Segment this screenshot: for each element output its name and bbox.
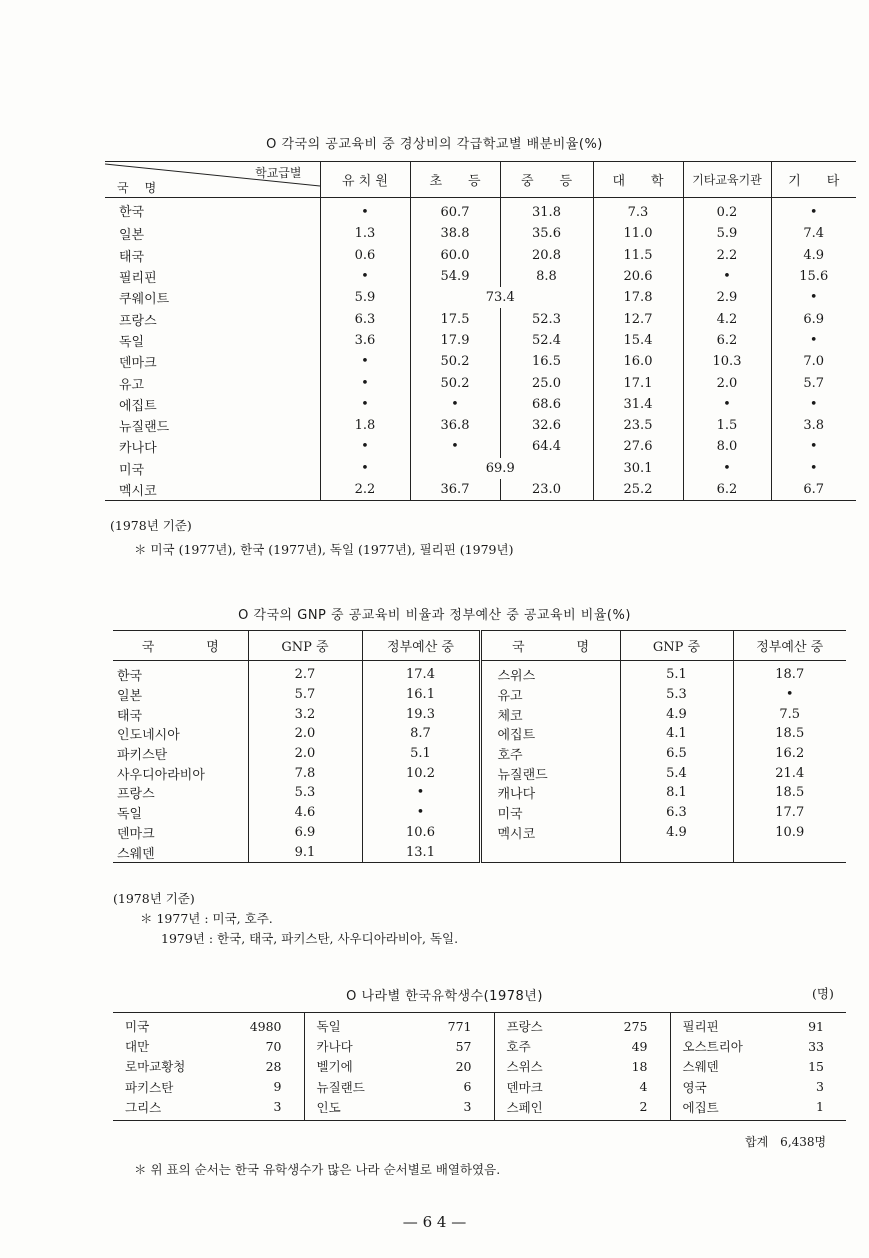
- page-number: — 6 4 —: [402, 1213, 467, 1231]
- budget-ratio: 18.5: [733, 724, 846, 744]
- country-name: 오스트리아: [670, 1036, 772, 1056]
- value-cell: •: [683, 266, 771, 287]
- table-row: [113, 1056, 846, 1076]
- country-name: 에집트: [119, 398, 157, 414]
- gnp-ratio: 5.3: [620, 685, 733, 705]
- value-cell: •: [320, 436, 410, 457]
- country-name: 스위스: [480, 661, 620, 685]
- value-cell: 0.6: [320, 245, 410, 266]
- student-count: 275: [623, 1018, 648, 1034]
- col-header: 정부예산 중: [362, 631, 480, 661]
- gnp-ratio: 2.0: [248, 744, 362, 764]
- table-row: [105, 308, 856, 329]
- value-cell: •: [771, 436, 856, 457]
- country-name: 일본: [119, 228, 145, 244]
- value-cell: 6.3: [320, 308, 410, 329]
- budget-ratio: •: [733, 685, 846, 705]
- country-name: 한국: [119, 205, 145, 221]
- country-name: 프랑스: [119, 313, 157, 329]
- gnp-ratio: 5.4: [620, 763, 733, 783]
- value-cell: 64.4: [500, 436, 593, 457]
- table-row: [105, 479, 856, 501]
- table-row: [105, 198, 856, 224]
- budget-ratio: 17.4: [362, 661, 480, 685]
- students-abroad-table: [113, 1012, 846, 1121]
- gnp-ratio: 8.1: [620, 783, 733, 803]
- table-row: [105, 245, 856, 266]
- table1-note-years: ＊ 미국 (1977년), 한국 (1977년), 독일 (1977년), 필리핀 (1979년): [134, 542, 514, 557]
- table3-title: O 나라별 한국유학생수(1978년): [346, 989, 543, 1004]
- budget-ratio: 17.7: [733, 803, 846, 823]
- value-cell: 6.7: [771, 479, 856, 501]
- student-count: 3: [463, 1099, 472, 1115]
- value-cell: 5.9: [320, 287, 410, 308]
- country-name: 한국: [117, 669, 143, 685]
- col-header: 기 타: [771, 162, 856, 198]
- student-count: 49: [631, 1038, 648, 1054]
- value-cell: 60.7: [410, 198, 500, 224]
- value-cell: 2.2: [320, 479, 410, 501]
- value-cell: 30.1: [593, 458, 683, 479]
- value-cell: 32.6: [500, 415, 593, 436]
- value-cell: 50.2: [410, 372, 500, 393]
- value-cell: 20.6: [593, 266, 683, 287]
- value-cell: 15.6: [771, 266, 856, 287]
- table3-unit: (명): [812, 986, 834, 1001]
- col-header: 유 치 원: [320, 162, 410, 198]
- country-name: 미국: [119, 462, 145, 478]
- value-cell: •: [771, 394, 856, 415]
- country-name: 태국: [117, 708, 143, 724]
- table-row: [113, 704, 846, 724]
- value-cell: 15.4: [593, 330, 683, 351]
- value-cell: 36.8: [410, 415, 500, 436]
- country-name: 태국: [119, 249, 145, 265]
- country-name: 로마교황청: [125, 1059, 186, 1075]
- value-cell: 3.6: [320, 330, 410, 351]
- student-count: 771: [447, 1018, 472, 1034]
- country-name: 프랑스: [117, 787, 155, 803]
- value-cell: 2.0: [683, 372, 771, 393]
- country-name: 뉴질랜드: [119, 420, 170, 436]
- value-cell: •: [771, 330, 856, 351]
- table2-note-1977: ＊ 1977년 : 미국, 호주.: [140, 911, 273, 926]
- col-header: 대 학: [593, 162, 683, 198]
- country-name: 캐나다: [480, 783, 620, 803]
- country-name: 덴마크: [494, 1077, 590, 1097]
- student-count: 4980: [249, 1018, 282, 1034]
- student-count: 3: [816, 1079, 824, 1095]
- gnp-ratio: 5.7: [248, 685, 362, 705]
- table1-note-basis: (1978년 기준): [110, 518, 192, 533]
- value-cell: •: [320, 458, 410, 479]
- value-cell: 25.2: [593, 479, 683, 501]
- value-cell: 16.5: [500, 351, 593, 372]
- country-name: 독일: [117, 807, 143, 823]
- value-cell: 20.8: [500, 245, 593, 266]
- budget-ratio: 10.2: [362, 763, 480, 783]
- student-count: 33: [808, 1038, 824, 1054]
- value-cell: 6.9: [771, 308, 856, 329]
- value-cell: •: [410, 394, 500, 415]
- gnp-ratio: 2.7: [248, 661, 362, 685]
- country-name: 스페인: [494, 1097, 590, 1121]
- value-cell: [410, 458, 515, 479]
- student-count: 70: [265, 1038, 282, 1054]
- budget-ratio: 21.4: [733, 763, 846, 783]
- gnp-ratio: 5.3: [248, 783, 362, 803]
- table-row: [113, 1036, 846, 1056]
- value-cell: 1.5: [683, 415, 771, 436]
- table1-title: O 각국의 공교육비 중 경상비의 각급학교별 배분비율(%): [266, 137, 603, 152]
- budget-ratio: 18.5: [733, 783, 846, 803]
- country-name: 대만: [125, 1039, 150, 1055]
- budget-ratio: 10.9: [733, 823, 846, 843]
- value-cell: 8.0: [683, 436, 771, 457]
- country-name: 독일: [119, 334, 145, 350]
- budget-ratio: [733, 842, 846, 862]
- table-row: [113, 1013, 846, 1037]
- gnp-ratio: 5.1: [620, 661, 733, 685]
- value-cell: 6.2: [683, 479, 771, 501]
- gnp-ratio: 6.5: [620, 744, 733, 764]
- table-row: [105, 223, 856, 244]
- value-cell: 4.9: [771, 245, 856, 266]
- budget-ratio: •: [362, 803, 480, 823]
- gnp-ratio: 4.1: [620, 724, 733, 744]
- country-name: 미국: [125, 1019, 150, 1035]
- value-cell: •: [683, 458, 771, 479]
- budget-ratio: 8.7: [362, 724, 480, 744]
- diagonal-header-cell: [105, 162, 320, 198]
- table3-total: 합계 6,438명: [745, 1135, 827, 1149]
- value-cell: 11.0: [593, 223, 683, 244]
- value-cell: •: [320, 394, 410, 415]
- school-level-header: 학교급별: [255, 166, 302, 180]
- country-name: [480, 842, 620, 862]
- country-name: 멕시코: [480, 823, 620, 843]
- value-cell: 2.2: [683, 245, 771, 266]
- table-row: [113, 744, 846, 764]
- value-cell: •: [320, 198, 410, 224]
- gnp-ratio: 9.1: [248, 842, 362, 862]
- value-cell: 16.0: [593, 351, 683, 372]
- table-row: [105, 287, 856, 308]
- table-row: [105, 351, 856, 372]
- country-name: 호주: [494, 1036, 590, 1056]
- student-count: 20: [455, 1058, 472, 1074]
- value-cell: 6.2: [683, 330, 771, 351]
- col-header: 초 등: [410, 162, 500, 198]
- country-name: 필리핀: [670, 1013, 772, 1037]
- value-cell: 23.0: [500, 479, 593, 501]
- value-cell: 52.3: [500, 308, 593, 329]
- value-cell: 1.3: [320, 223, 410, 244]
- budget-ratio: 18.7: [733, 661, 846, 685]
- value-cell: •: [320, 372, 410, 393]
- country-name: 카나다: [119, 441, 157, 457]
- table-row: [113, 842, 846, 862]
- country-name: 에집트: [670, 1097, 772, 1121]
- student-count: 2: [639, 1099, 648, 1115]
- table-row: [113, 1097, 846, 1121]
- country-name: 벨기에: [304, 1056, 403, 1076]
- gnp-ratio: 3.2: [248, 704, 362, 724]
- col-header: 국 명: [480, 631, 620, 661]
- value-cell: 2.9: [683, 287, 771, 308]
- value-cell: 50.2: [410, 351, 500, 372]
- table-row: [113, 685, 846, 705]
- value-cell: 31.4: [593, 394, 683, 415]
- table-row: [113, 803, 846, 823]
- value-cell: 5.7: [771, 372, 856, 393]
- country-name: 영국: [670, 1077, 772, 1097]
- value-cell: 7.0: [771, 351, 856, 372]
- student-count: 57: [455, 1038, 472, 1054]
- student-count: 3: [273, 1099, 282, 1115]
- student-count: 91: [808, 1018, 824, 1034]
- table-row: [113, 661, 846, 685]
- table-row: [105, 394, 856, 415]
- country-name: 스위스: [494, 1056, 590, 1076]
- table2-note-basis: (1978년 기준): [113, 891, 195, 906]
- col-header: GNP 중: [248, 631, 362, 661]
- country-name: 덴마크: [117, 826, 155, 842]
- value-cell: 54.9: [410, 266, 500, 287]
- table-row: [113, 724, 846, 744]
- gnp-ratio: 2.0: [248, 724, 362, 744]
- country-name: 뉴질랜드: [304, 1077, 403, 1097]
- value-cell: •: [320, 266, 410, 287]
- budget-ratio: 10.6: [362, 823, 480, 843]
- value-cell: 0.2: [683, 198, 771, 224]
- table-row: [113, 823, 846, 843]
- country-name: 호주: [480, 744, 620, 764]
- gnp-ratio: 6.3: [620, 803, 733, 823]
- value-cell: [410, 287, 515, 308]
- budget-ratio: •: [362, 783, 480, 803]
- country-name: 스웨덴: [117, 846, 155, 862]
- country-name: 미국: [480, 803, 620, 823]
- value-cell: 17.9: [410, 330, 500, 351]
- student-count: 18: [631, 1058, 648, 1074]
- budget-ratio: 7.5: [733, 704, 846, 724]
- student-count: 9: [273, 1079, 282, 1095]
- gnp-ratio: 4.6: [248, 803, 362, 823]
- value-cell: 60.0: [410, 245, 500, 266]
- country-name: 프랑스: [494, 1013, 590, 1037]
- value-cell: 17.1: [593, 372, 683, 393]
- student-count: 6: [463, 1079, 472, 1095]
- student-count: 15: [808, 1058, 824, 1074]
- country-name: 덴마크: [119, 356, 157, 372]
- student-count: 28: [265, 1058, 282, 1074]
- table-row: [105, 458, 856, 479]
- country-name: 인도네시아: [117, 728, 180, 744]
- student-count: 4: [639, 1079, 648, 1095]
- value-cell: 52.4: [500, 330, 593, 351]
- value-cell: 7.4: [771, 223, 856, 244]
- value-cell: 68.6: [500, 394, 593, 415]
- country-name: 스웨덴: [670, 1056, 772, 1076]
- country-name: 카나다: [304, 1036, 403, 1056]
- country-name: 독일: [304, 1013, 403, 1037]
- budget-ratio: 5.1: [362, 744, 480, 764]
- budget-ratio: 16.1: [362, 685, 480, 705]
- country-name: 유고: [480, 685, 620, 705]
- country-name: 그리스: [125, 1099, 162, 1115]
- value-cell: 1.8: [320, 415, 410, 436]
- value-cell: 8.8: [500, 266, 593, 287]
- value-cell: 35.6: [500, 223, 593, 244]
- value-cell: 25.0: [500, 372, 593, 393]
- col-header: 중 등: [500, 162, 593, 198]
- country-name: 에집트: [480, 724, 620, 744]
- value-cell: •: [410, 436, 500, 457]
- budget-ratio: 16.2: [733, 744, 846, 764]
- expense-distribution-table: [105, 161, 856, 501]
- country-name: 체코: [480, 704, 620, 724]
- value-cell: •: [683, 394, 771, 415]
- value-cell: 31.8: [500, 198, 593, 224]
- value-cell: 17.8: [593, 287, 683, 308]
- table-row: [105, 372, 856, 393]
- value-cell: 7.3: [593, 198, 683, 224]
- country-header: 국명: [117, 181, 173, 195]
- value-cell: 5.9: [683, 223, 771, 244]
- table-row: [105, 266, 856, 287]
- table3-footnote: ＊ 위 표의 순서는 한국 유학생수가 많은 나라 순서별로 배열하였음.: [134, 1162, 501, 1177]
- country-name: 파키스탄: [117, 748, 168, 764]
- value-cell: 17.5: [410, 308, 500, 329]
- table2-title: O 각국의 GNP 중 공교육비 비율과 정부예산 중 공교육비 비율(%): [238, 608, 631, 623]
- table-row: [105, 415, 856, 436]
- gnp-ratio: 4.9: [620, 823, 733, 843]
- value-cell: •: [320, 351, 410, 372]
- table-row: [113, 1077, 846, 1097]
- gnp-budget-table: [113, 630, 846, 863]
- value-cell: 12.7: [593, 308, 683, 329]
- table2-note-1979: 1979년 : 한국, 태국, 파키스탄, 사우디아라비아, 독일.: [161, 931, 459, 946]
- gnp-ratio: 4.9: [620, 704, 733, 724]
- gnp-ratio: 6.9: [248, 823, 362, 843]
- table-row: [105, 436, 856, 457]
- country-name: 뉴질랜드: [480, 763, 620, 783]
- merged-value: 69.9: [485, 460, 515, 476]
- value-cell: 4.2: [683, 308, 771, 329]
- budget-ratio: 13.1: [362, 842, 480, 862]
- country-name: 파키스탄: [125, 1079, 174, 1095]
- country-name: 사우디아라비아: [117, 767, 205, 783]
- value-cell: 23.5: [593, 415, 683, 436]
- value-cell: 11.5: [593, 245, 683, 266]
- value-cell: 27.6: [593, 436, 683, 457]
- col-header: GNP 중: [620, 631, 733, 661]
- value-cell: •: [771, 198, 856, 224]
- value-cell: 3.8: [771, 415, 856, 436]
- table-row: [113, 783, 846, 803]
- gnp-ratio: [620, 842, 733, 862]
- country-name: 쿠웨이트: [119, 292, 170, 308]
- gnp-ratio: 7.8: [248, 763, 362, 783]
- col-header: 정부예산 중: [733, 631, 846, 661]
- merged-value: 73.4: [485, 290, 515, 306]
- student-count: 1: [816, 1099, 824, 1115]
- value-cell: 10.3: [683, 351, 771, 372]
- col-header: 국 명: [113, 631, 248, 661]
- country-name: 필리핀: [119, 271, 157, 287]
- value-cell: 36.7: [410, 479, 500, 501]
- col-header: 기타교육기관: [683, 162, 771, 198]
- table-row: [113, 763, 846, 783]
- country-name: 일본: [117, 689, 143, 705]
- value-cell: •: [771, 287, 856, 308]
- budget-ratio: 19.3: [362, 704, 480, 724]
- table-row: [105, 330, 856, 351]
- country-name: 유고: [119, 377, 145, 393]
- value-cell: •: [771, 458, 856, 479]
- country-name: 멕시코: [119, 484, 157, 499]
- value-cell: 38.8: [410, 223, 500, 244]
- country-name: 인도: [304, 1097, 403, 1121]
